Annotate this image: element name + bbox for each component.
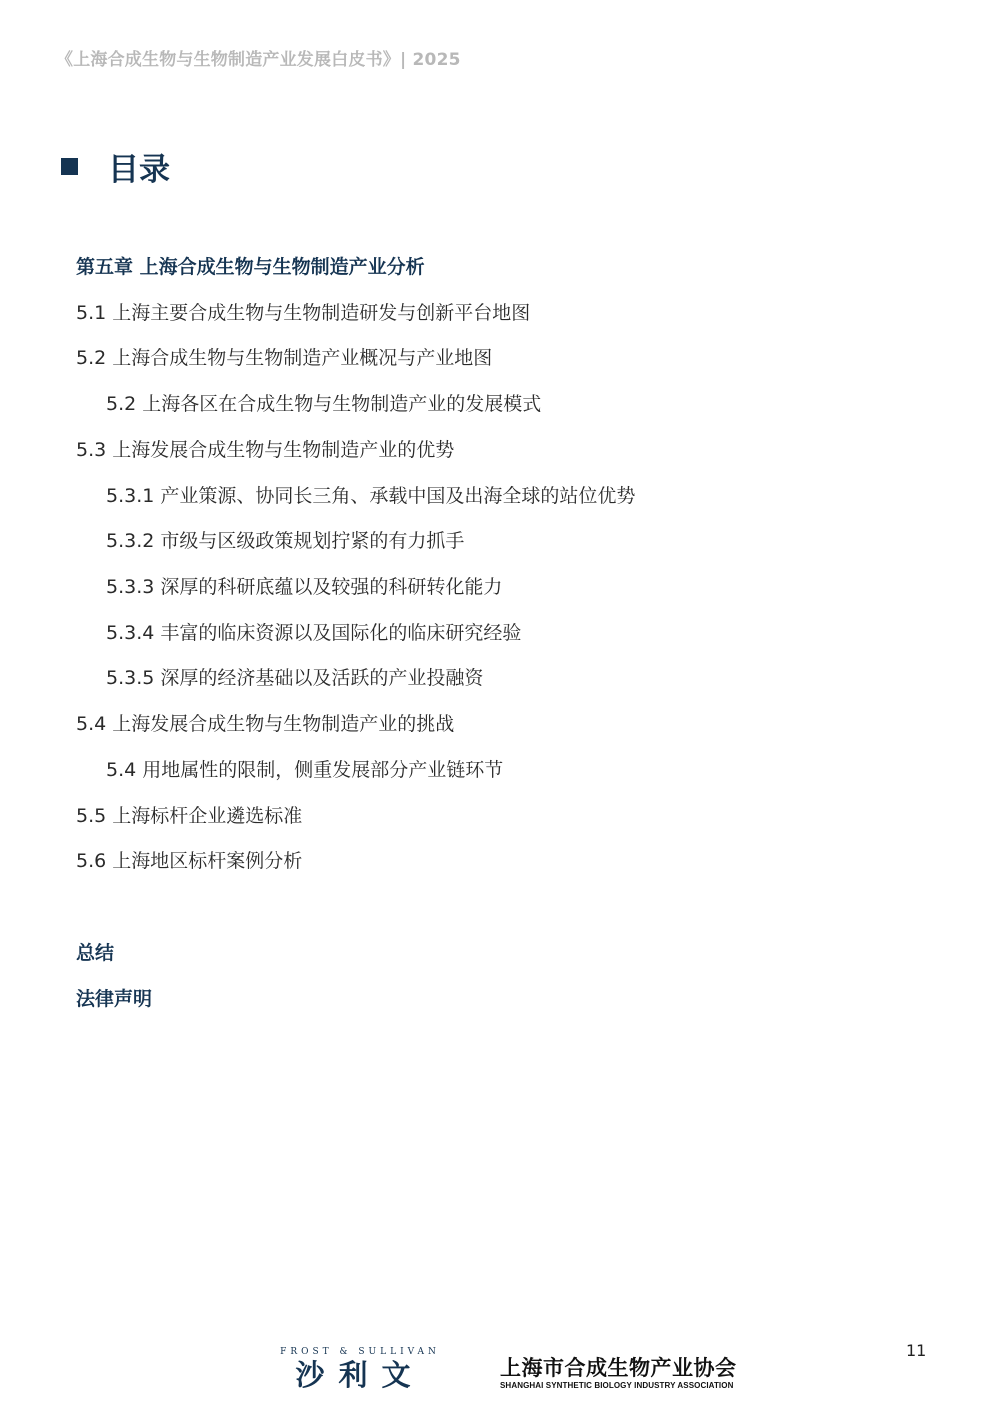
- toc-subentry-5-3-4[interactable]: 5.3.4 丰富的临床资源以及国际化的临床研究经验: [106, 622, 522, 644]
- toc-entry-5-6[interactable]: 5.6 上海地区标杆案例分析: [76, 850, 303, 872]
- toc-entry-5-3[interactable]: 5.3 上海发展合成生物与生物制造产业的优势: [76, 439, 455, 461]
- toc-title-block: [61, 146, 170, 186]
- frost-sullivan-logo: [280, 1347, 440, 1392]
- toc-entry-5-2[interactable]: 5.2 上海合成生物与生物制造产业概况与产业地图: [76, 347, 493, 369]
- frost-sullivan-wordmark: FROST & SULLIVAN: [280, 1347, 440, 1357]
- association-chinese-name: 上海市合成生物产业协会: [500, 1356, 737, 1380]
- toc-entry-5-1[interactable]: 5.1 上海主要合成生物与生物制造研发与创新平台地图: [76, 302, 531, 324]
- toc-subentry-5-3-3[interactable]: 5.3.3 深厚的科研底蕴以及较强的科研转化能力: [106, 576, 503, 598]
- toc-summary[interactable]: 总结: [76, 942, 115, 964]
- toc-subentry-5-3-2[interactable]: 5.3.2 市级与区级政策规划拧紧的有力抓手: [106, 530, 465, 552]
- toc-entry-5-5[interactable]: 5.5 上海标杆企业遴选标准: [76, 805, 303, 827]
- toc-subentry-5-4[interactable]: 5.4 用地属性的限制，侧重发展部分产业链环节: [106, 759, 504, 781]
- association-english-name: SHANGHAI SYNTHETIC BIOLOGY INDUSTRY ASSOCIATION: [500, 1381, 734, 1390]
- title-square-icon: [61, 158, 78, 175]
- toc-subentry-5-3-5[interactable]: 5.3.5 深厚的经济基础以及活跃的产业投融资: [106, 667, 484, 689]
- toc-chapter-5[interactable]: 第五章 上海合成生物与生物制造产业分析: [76, 256, 425, 278]
- association-logo: [500, 1356, 737, 1390]
- page-title: 目录: [108, 151, 170, 188]
- toc-subentry-5-3-1[interactable]: 5.3.1 产业策源、协同长三角、承载中国及出海全球的站位优势: [106, 485, 636, 507]
- toc-entry-5-4[interactable]: 5.4 上海发展合成生物与生物制造产业的挑战: [76, 713, 455, 735]
- page-number: 11: [906, 1341, 927, 1360]
- frost-sullivan-chinese-name: 沙利文: [295, 1358, 425, 1392]
- toc-legal-notice[interactable]: 法律声明: [76, 988, 153, 1010]
- document-header: 《上海合成生物与生物制造产业发展白皮书》| 2025: [56, 50, 461, 70]
- toc-subentry-5-2[interactable]: 5.2 上海各区在合成生物与生物制造产业的发展模式: [106, 393, 542, 415]
